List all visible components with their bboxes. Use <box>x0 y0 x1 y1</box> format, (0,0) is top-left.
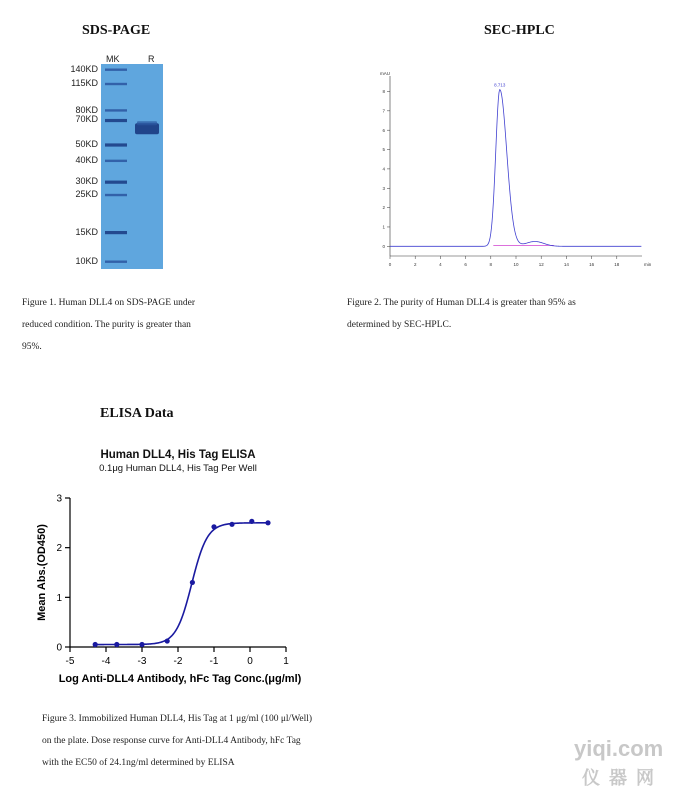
elisa-y-tick-label: 2 <box>56 543 62 555</box>
elisa-y-tick-label: 1 <box>56 592 62 604</box>
elisa-section-title: ELISA Data <box>100 406 174 421</box>
elisa-x-tick-label: 1 <box>283 656 289 667</box>
elisa-data-point <box>265 520 270 525</box>
marker-label: 115KD <box>71 78 98 89</box>
elisa-chart-subtitle: 0.1μg Human DLL4, His Tag Per Well <box>99 463 257 474</box>
marker-band <box>105 160 127 162</box>
elisa-data-point <box>229 522 234 527</box>
hplc-x-tick-label: 12 <box>538 262 544 267</box>
marker-label: 50KD <box>75 138 98 149</box>
sds-gel-image <box>101 64 163 269</box>
marker-band <box>105 119 127 122</box>
hplc-caption-line: determined by SEC-HPLC. <box>347 320 452 330</box>
hplc-x-tick-label: 4 <box>439 262 442 267</box>
sds-caption-line: reduced condition. The purity is greater than <box>22 320 191 330</box>
hplc-peak-label: 8.713 <box>494 82 506 88</box>
watermark-logo-text: yiqi.com <box>574 736 664 761</box>
hplc-x-tick-label: 2 <box>413 262 417 267</box>
elisa-x-tick-label: -2 <box>173 656 183 667</box>
hplc-y-tick-label: 0 <box>382 243 385 249</box>
hplc-y-tick-label: 6 <box>382 127 385 133</box>
gel-bands <box>101 64 163 269</box>
marker-label: 80KD <box>75 104 98 115</box>
elisa-y-tick-label: 3 <box>56 493 62 505</box>
elisa-data-point <box>249 519 254 524</box>
hplc-y-tick-label: 3 <box>382 185 385 191</box>
hplc-x-tick-label: 18 <box>614 262 620 267</box>
elisa-data-point <box>114 642 119 647</box>
hplc-x-tick-label: 10 <box>513 262 519 267</box>
elisa-x-tick-label: -3 <box>137 656 147 667</box>
elisa-caption-line: Figure 3. Immobilized Human DLL4, His Tag at 1 μg/ml (100 μl/Well) <box>42 714 313 724</box>
marker-band <box>105 231 127 234</box>
elisa-data-point <box>211 524 216 529</box>
lane-label-r: R <box>148 54 155 64</box>
hplc-x-tick-label: 16 <box>589 262 595 267</box>
hplc-x-tick-label: 8 <box>489 262 493 267</box>
elisa-chart-title: Human DLL4, His Tag ELISA <box>100 449 256 461</box>
hplc-y-tick-label: 5 <box>382 147 385 153</box>
hplc-y-tick-label: 1 <box>382 224 385 230</box>
marker-label: 40KD <box>75 155 98 166</box>
sample-band-smear <box>137 121 157 125</box>
hplc-y-tick-label: 2 <box>382 205 385 211</box>
marker-band <box>105 181 127 184</box>
elisa-data-point <box>165 638 170 643</box>
marker-band <box>105 83 127 85</box>
hplc-x-tick-label: 6 <box>464 262 467 267</box>
elisa-y-axis-label: Mean Abs.(OD450) <box>36 524 48 621</box>
elisa-caption-line: with the EC50 of 24.1ng/ml determined by ELISA <box>42 758 235 768</box>
sec-hplc-chromatogram <box>370 68 655 270</box>
elisa-x-tick-label: -1 <box>209 656 219 667</box>
elisa-x-tick-label: -4 <box>101 656 111 667</box>
marker-label: 70KD <box>75 114 98 125</box>
hplc-y-unit: mAU <box>380 71 390 76</box>
marker-label: 10KD <box>75 256 98 266</box>
watermark-logo-chinese: 仪 器 网 <box>582 768 657 788</box>
hplc-y-tick-label: 4 <box>382 166 385 172</box>
hplc-x-tick-label: 14 <box>563 262 569 267</box>
hplc-x-tick-label: 0 <box>388 262 392 267</box>
hplc-caption-line: Figure 2. The purity of Human DLL4 is greater than 95% as <box>347 298 576 308</box>
sds-caption-line: 95%. <box>22 342 42 352</box>
elisa-x-tick-label: -5 <box>65 656 75 667</box>
elisa-data-point <box>93 642 98 647</box>
elisa-fit-curve <box>95 523 268 645</box>
elisa-x-axis-label: Log Anti-DLL4 Antibody, hFc Tag Conc.(μg/ml) <box>58 673 302 685</box>
elisa-caption-line: on the plate. Dose response curve for Anti-DLL4 Antibody, hFc Tag <box>42 736 301 746</box>
marker-label: 30KD <box>75 176 98 187</box>
elisa-data-point <box>139 642 144 647</box>
hplc-x-unit: min <box>644 262 652 267</box>
marker-label: 140KD <box>70 64 98 74</box>
marker-band <box>105 143 127 146</box>
elisa-chart <box>20 488 340 688</box>
elisa-caption <box>42 708 312 774</box>
marker-band <box>105 261 127 263</box>
sds-caption <box>22 292 195 358</box>
marker-band <box>105 194 127 196</box>
sds-caption-line: Figure 1. Human DLL4 on SDS-PAGE under <box>22 298 196 308</box>
marker-band <box>105 109 127 111</box>
marker-band <box>105 69 127 71</box>
lane-label-mk: MK <box>106 54 120 64</box>
hplc-caption <box>347 292 576 336</box>
marker-label: 15KD <box>75 226 98 237</box>
elisa-y-tick-label: 0 <box>56 642 62 654</box>
elisa-x-tick-label: 0 <box>247 656 253 667</box>
hplc-trace <box>390 90 641 247</box>
hplc-y-tick-label: 7 <box>382 108 385 114</box>
marker-label: 25KD <box>75 189 98 200</box>
sec-hplc-title: SEC-HPLC <box>484 23 555 38</box>
sds-page-title: SDS-PAGE <box>82 23 151 38</box>
hplc-y-tick-label: 8 <box>382 89 385 95</box>
elisa-data-point <box>190 580 195 585</box>
